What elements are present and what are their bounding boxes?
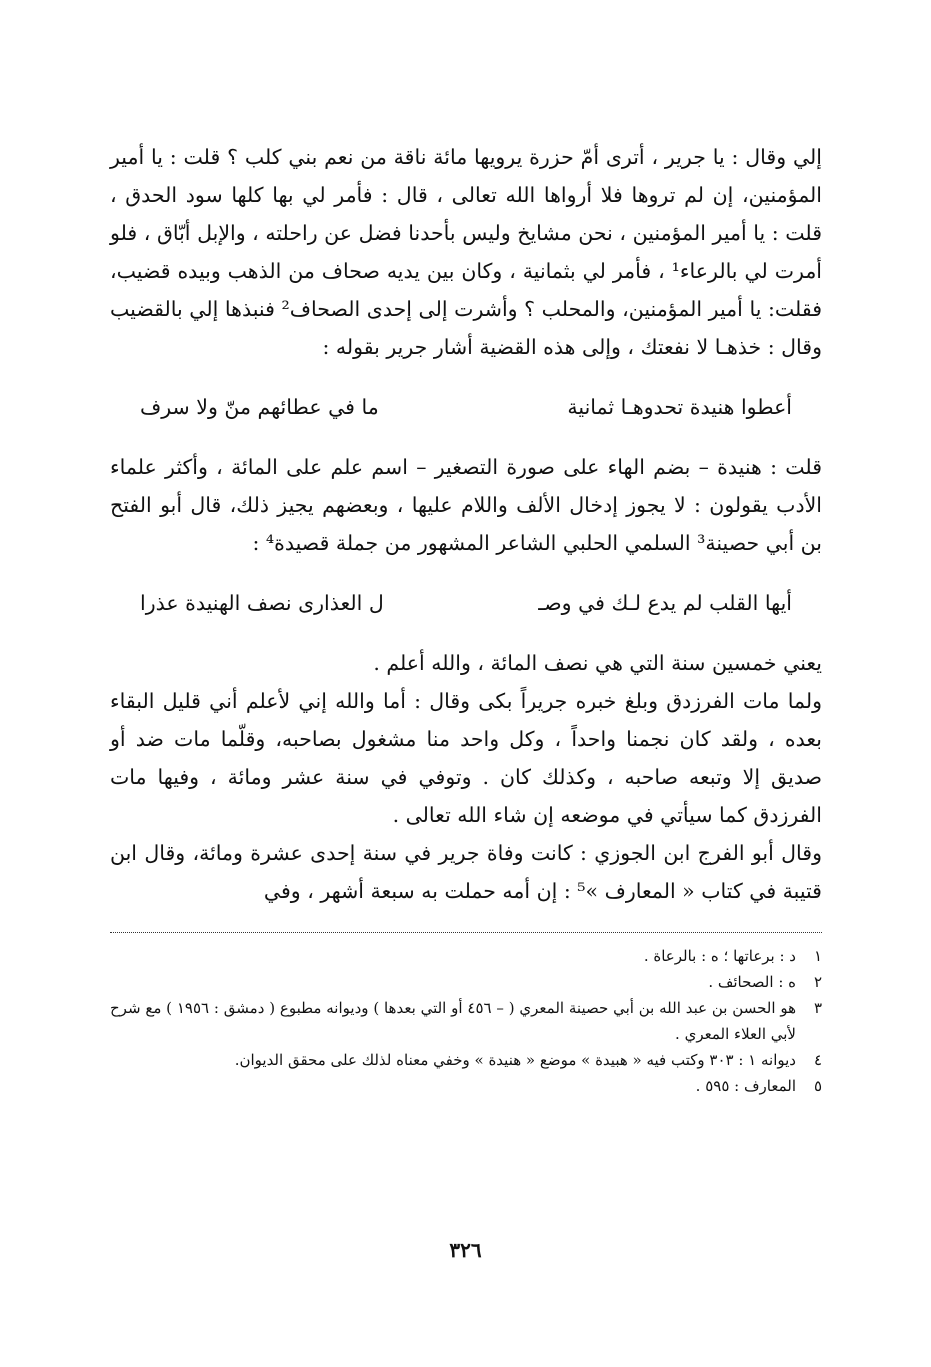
body-paragraph: وقال أبو الفرج ابن الجوزي : كانت وفاة جرير في سنة إحدى عشرة ومائة، وقال ابن قتيبة في كتاب « المعارف »⁵ : إن أمه حملت به سبعة أشهر ، وفي [110, 841, 822, 903]
body-paragraph: ولما مات الفرزدق وبلغ خبره جريراً بكى وقال : أما والله إني لأعلم أني قليل البقاء بعده ، ولقد كان نجمنا واحداً ، وكل واحد منا مشغول بصاحبه، وقلّما مات ضد أو صديق إلا وتبعه صاحبه ، وكذلك كان . وتوفي في سنة عشر ومائة ، وفيها مات الفرزدق كما سيأتي في موضعه إن شاء الله تعالى . [110, 689, 822, 827]
footnote-text: هو الحسن بن عبد الله بن أبي حصينة المعري ( – ٤٥٦ أو التي بعدها ) وديوانه مطبوع ( دمشق : ١٩٥٦ ) مع شرح لأبي العلاء المعري . [110, 999, 796, 1043]
page-body [110, 138, 822, 1099]
footnote-item [110, 995, 822, 1047]
page-number: ٣٢٦ [449, 1238, 482, 1262]
body-paragraph: يعني خمسين سنة التي هي نصف المائة ، والله أعلم . [373, 651, 822, 675]
verse-second-hemistich: ل العذارى نصف الهنيدة عذرا [140, 591, 384, 615]
verse-line [140, 584, 792, 622]
footnote-text: ديوانه ١ : ٣٠٣ وكتب فيه « هبيدة » موضع « هنيدة » وخفي معناه لذلك على محقق الديوان. [234, 1051, 796, 1069]
footnote-number: ٣ [813, 999, 822, 1017]
verse-first-hemistich: أعطوا هنيدة تحدوهـا ثمانية [567, 395, 792, 419]
footnote-text: ه : الصحائف . [708, 973, 796, 991]
verse-first-hemistich: أيها القلب لم يدع لـك في وصـ [538, 591, 792, 615]
footnote-item [110, 969, 822, 995]
footnote-number: ٥ [813, 1077, 822, 1095]
footnote-item [110, 943, 822, 969]
footnotes [110, 943, 822, 1099]
footnote-text: د : برعاتها ؛ ه : بالرعاة . [643, 947, 796, 965]
footnote-number: ٤ [813, 1051, 822, 1069]
verse-line [140, 388, 792, 426]
body-paragraph: إلي وقال : يا جرير ، أترى أمّ حزرة يرويها مائة ناقة من نعم بني كلب ؟ قلت : يا أمير المؤمنين، إن لم تروها فلا أرواها الله تعالى ، قال : فأمر لي بها كلها سود الحدق ، قلت : يا أمير المؤمنين ، نحن مشايخ وليس بأحدنا فضل عن راحلته ، والإبل أبّاق ، فلو أمرت لي بالرعاء¹ ، فأمر لي بثمانية ، وكان بين يديه صحاف من الذهب وبيده قضيب، فقلت: يا أمير المؤمنين، والمحلب ؟ وأشرت إلى إحدى الصحاف² فنبذها إلي بالقضيب وقال : خذهـا لا نفعتك ، وإلى هذه القضية أشار جرير بقوله : [110, 145, 822, 359]
footnote-divider [110, 932, 822, 933]
footnote-text: المعارف : ٥٩٥ . [695, 1077, 796, 1095]
footnote-item [110, 1073, 822, 1099]
footnote-number: ١ [813, 947, 822, 965]
body-paragraph: قلت : هنيدة – بضم الهاء على صورة التصغير – اسم علم على المائة ، وأكثر علماء الأدب يقولون : لا يجوز إدخال الألف واللام عليها ، وبعضهم يجيز ذلك، قال أبو الفتح بن أبي حصينة³ السلمي الحلبي الشاعر المشهور من جملة قصيدة⁴ : [110, 455, 822, 555]
footnote-number: ٢ [813, 973, 822, 991]
footnote-item [110, 1047, 822, 1073]
verse-second-hemistich: ما في عطائهم منّ ولا سرف [140, 395, 379, 419]
